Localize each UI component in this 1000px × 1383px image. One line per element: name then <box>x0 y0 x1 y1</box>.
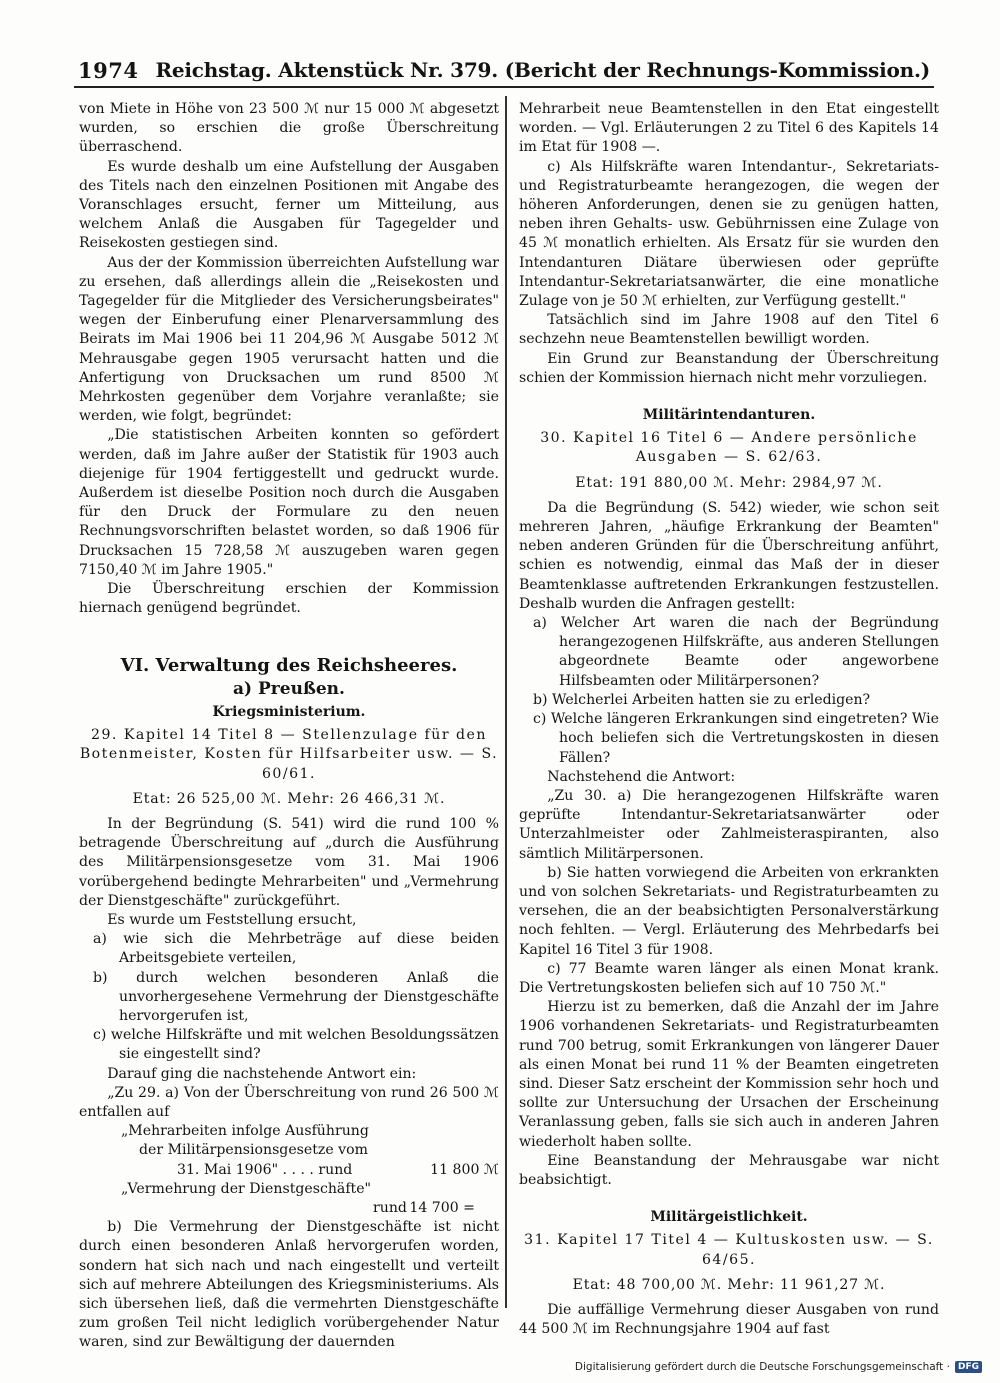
amount-label: rund <box>373 1199 407 1216</box>
section-heading: VI. Verwaltung des Reichsheeres. <box>120 655 458 677</box>
paragraph: Aus der der Kommission überreichten Aufstellung war zu ersehen, daß allerdings allein die „Reisekosten und Tagegelder für die Mitglieder des Versicherungsbeirates" wegen der Einberufung einer Plenarversammlung des Beirats im Mai 1906 bei 11 204,96 ℳ Ausgabe 5012 ℳ Mehrausgabe gegen 1905 verursacht hatten und die Anfertigung von Drucksachen um rund 8500 ℳ Mehrkosten gegenüber dem Vorjahre veranlaßte; sie werden, wie folgt, begründet: <box>79 254 499 425</box>
right-column <box>519 100 939 1339</box>
paragraph: Die auffällige Vermehrung dieser Ausgaben von rund 44 500 ℳ im Rechnungsjahre 1904 auf fast <box>519 1301 939 1338</box>
list-item: c) Welche längeren Erkrankungen sind eingetreten? Wie hoch beliefen sich die Vertretungskosten in diesen Fällen? <box>533 711 939 766</box>
list-item: b) Welcherlei Arbeiten hatten sie zu erledigen? <box>533 691 871 708</box>
paragraph: Hierzu ist zu bemerken, daß die Anzahl der im Jahre 1906 vorhandenen Sekretariats- und Registraturbeamten rund 700 betrug, somit Erkrankungen von längerer Dauer als einen Monat bei rund 11 % der Beamten eingetreten sind. Dieser Satz erscheint der Kommission sehr hoch und sollte zur Untersuchung der Ursachen der Erscheinung Veranlassung geben, falls sie sich auch in anderen Jahren wiederholt haben sollte. <box>519 999 939 1150</box>
paragraph: Eine Beanstandung der Mehrausgabe war nicht beabsichtigt. <box>519 1152 939 1188</box>
amount-label: „Mehrarbeiten infolge Ausführung <box>121 1123 369 1140</box>
paragraph: von Miete in Höhe von 23 500 ℳ nur 15 000 ℳ abgesetzt wurden, so erschien die große Überschreitung überraschend. <box>79 101 499 156</box>
item-title: 29. Kapitel 14 Titel 8 — Stellenzulage für den Botenmeister, Kosten für Hilfsarbeiter usw. — S. 60/61. <box>79 727 499 782</box>
quoted-paragraph: c) 77 Beamte waren länger als einen Monat krank. Die Vertretungskosten beliefen sich auf 10 750 ℳ." <box>519 960 939 996</box>
paragraph: b) Die Vermehrung der Dienstgeschäfte ist nicht durch einen besonderen Anlaß hervorgerufen worden, sondern hat sich nach und nach eingestellt und verteilt sich auf mehrere Abteilungen des Kriegsministeriums. Als sich übersehen ließ, daß die vermehrten Dienstgeschäfte zum großen Teil nicht lediglich vorübergehender Natur waren, sind zur Bewältigung der dauernden <box>79 1219 499 1351</box>
paragraph: Mehrarbeit neue Beamtenstellen in den Etat eingestellt worden. — Vgl. Erläuterungen 2 zu Titel 6 des Kapitels 14 im Etat für 1908 —. <box>519 101 939 156</box>
amount-value: 11 800 ℳ <box>430 1161 499 1178</box>
minor-heading: Militärgeistlichkeit. <box>650 1209 808 1226</box>
amount-block <box>79 1122 499 1218</box>
paragraph: Es wurde um Feststellung ersucht, <box>107 911 357 928</box>
amount-label: 31. Mai 1906" . . . . rund <box>177 1161 353 1178</box>
etat-line: Etat: 48 700,00 ℳ. Mehr: 11 961,27 ℳ. <box>572 1276 886 1293</box>
amount-label: „Vermehrung der Dienstgeschäfte" <box>121 1180 372 1197</box>
minor-heading: Kriegsministerium. <box>212 703 366 720</box>
column-divider <box>505 96 507 1308</box>
left-column <box>79 100 499 1353</box>
paragraph: Es wurde deshalb um eine Aufstellung der Ausgaben des Titels nach den einzelnen Positionen mit Angabe des Voranschlages ersucht, ferner um Mitteilung, aus welchem Anlaß die Ausgaben für Tagegelder und Reisekosten gestiegen sind. <box>79 158 499 252</box>
etat-line: Etat: 191 880,00 ℳ. Mehr: 2984,97 ℳ. <box>575 474 883 491</box>
page-header <box>74 56 934 88</box>
list-item: c) welche Hilfskräfte und mit welchen Besoldungssätzen sie eingestellt sind? <box>93 1027 499 1063</box>
paragraph: Tatsächlich sind im Jahre 1908 auf den Titel 6 sechzehn neue Beamtenstellen bewilligt worden. <box>519 312 939 348</box>
quoted-paragraph: c) Als Hilfskräfte waren Intendantur-, Sekretariats- und Registraturbeamte herangezogen, die wegen der höheren Anforderungen, denen sie zu genügen hatten, neben ihren Gehalts- usw. Gebührnissen eine Zulage von 45 ℳ monatlich erhielten. Als Ersatz für sie wurden den Intendanturen Diätare überwiesen oder geprüfte Intendantur-Sekretariatsanwärter, die eine monatliche Zulage von je 50 ℳ erhielten, zur Verfügung gestellt." <box>519 158 939 310</box>
quoted-paragraph: b) Sie hatten vorwiegend die Arbeiten von erkrankten und von solchen Sekretariats- und Registraturbeamten zu versehen, die an der beabsichtigten Personalverstärkung noch fehlten. — Vergl. Erläuterung des Mehrbedarfs bei Kapitel 16 Titel 3 für 1908. <box>519 864 939 958</box>
list-item: a) Welcher Art waren die nach der Begründung herangezogenen Hilfskräfte, aus anderen Stellungen abgeordnete Beamte oder angeworbene Hilfsbeamten oder Militärpersonen? <box>533 615 939 689</box>
item-title: 31. Kapitel 17 Titel 4 — Kultuskosten usw. — S. 64/65. <box>524 1232 934 1268</box>
paragraph: Ein Grund zur Beanstandung der Überschreitung schien der Kommission hiernach nicht mehr vorzuliegen. <box>519 350 939 386</box>
item-title: 30. Kapitel 16 Titel 6 — Andere persönliche Ausgaben — S. 62/63. <box>540 430 918 466</box>
etat-line: Etat: 26 525,00 ℳ. Mehr: 26 466,31 ℳ. <box>132 790 446 807</box>
page-number: 1974 <box>78 58 139 83</box>
amount-label: der Militärpensionsgesetze vom <box>139 1142 368 1159</box>
paragraph: Die Überschreitung erschien der Kommission hiernach genügend begründet. <box>79 581 499 617</box>
paragraph: Da die Begründung (S. 542) wieder, wie schon seit mehreren Jahren, „häufige Erkrankung der Beamten" neben anderen Gründen für die Überschreitung anführt, schien es notwendig, einmal das Maß der in dieser Beamtenklasse auftretenden Erkrankungen festzustellen. Deshalb wurden die Anfragen gestellt: <box>519 499 939 612</box>
running-title: Reichstag. Aktenstück Nr. 379. (Bericht der Rechnungs-Kommission.) <box>155 58 930 82</box>
paragraph: Nachstehend die Antwort: <box>547 768 736 785</box>
footer-text: Digitalisierung gefördert durch die Deutsche Forschungsgemeinschaft · <box>574 1361 950 1373</box>
list-item: b) durch welchen besonderen Anlaß die unvorhergesehene Vermehrung der Dienstgeschäfte hervorgerufen ist, <box>93 969 499 1024</box>
quoted-paragraph: „Die statistischen Arbeiten konnten so gefördert werden, daß im Jahre außer der Statistik für 1903 auch diejenige für 1904 fertiggestellt und gedruckt wurde. Außerdem ist dieselbe Position noch durch die Ausgaben für den Druck der Formulare zu den neuen Rechnungsvorschriften belastet worden, so daß 1906 für Drucksachen 15 728,58 ℳ auszugeben waren gegen 7150,40 ℳ im Jahre 1905." <box>79 427 499 578</box>
quoted-paragraph: „Zu 29. a) Von der Überschreitung von rund 26 500 ℳ entfallen auf <box>79 1084 499 1120</box>
list-item: a) wie sich die Mehrbeträge auf diese beiden Arbeitsgebiete verteilen, <box>93 931 499 967</box>
minor-heading: Militärintendanturen. <box>642 407 816 424</box>
quoted-paragraph: „Zu 30. a) Die herangezogenen Hilfskräfte waren geprüfte Intendantur-Sekretariatsanwärter oder Unterzahlmeister oder Zahlmeisteraspiranten, also sämtlich Militärpersonen. <box>519 787 939 862</box>
paragraph: Darauf ging die nachstehende Antwort ein: <box>107 1065 417 1082</box>
dfg-logo: DFG <box>955 1361 982 1373</box>
digitization-footer <box>575 1361 982 1373</box>
amount-value: 14 700 = <box>409 1199 475 1216</box>
subsection-heading: a) Preußen. <box>233 678 345 699</box>
paragraph: In der Begründung (S. 541) wird die rund 100 % betragende Überschreitung auf „durch die Ausführung des Militärpensionsgesetze vom 31. Mai 1906 vorübergehend bedingte Mehrarbeiten" und „Vermehrung der Dienstgeschäfte" zurückgeführt. <box>79 815 499 909</box>
